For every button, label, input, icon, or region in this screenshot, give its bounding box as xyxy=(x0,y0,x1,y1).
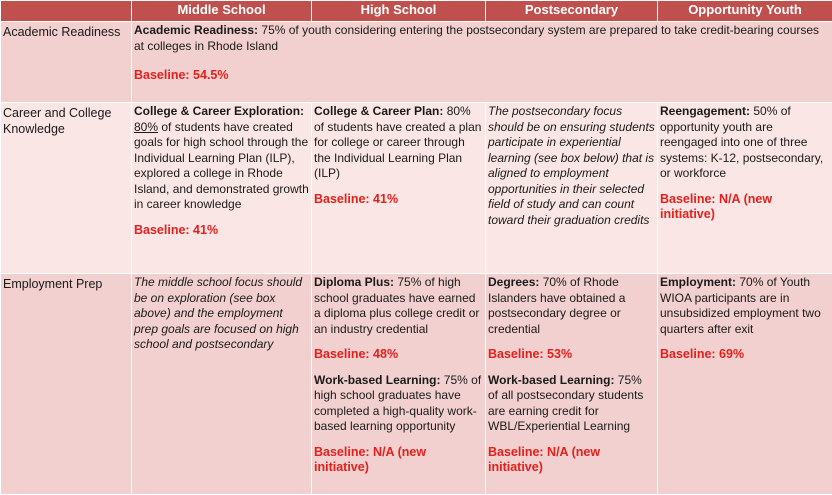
header-postsecondary: Postsecondary xyxy=(486,1,658,22)
employment-youth-cell xyxy=(658,274,832,495)
employment-post-title2: Work-based Learning: xyxy=(488,372,615,387)
employment-youth-baseline: Baseline: 69% xyxy=(660,347,745,361)
career-youth-text: 50% of opportunity youth are reengaged into one of three systems: K-12, postsecondary, or workforce xyxy=(660,104,824,180)
employment-post-text2: 75% of all postsecondary students are earning credit for WBL/Experiential Learning xyxy=(488,372,644,433)
employment-high-text2: 75% of high school graduates have completed a high-quality work-based learning opportunity xyxy=(314,372,482,433)
row-label-academic: Academic Readiness xyxy=(1,22,132,103)
career-high-title: College & Career Plan: xyxy=(314,104,444,118)
spacer xyxy=(488,363,655,373)
employment-post-baseline2: Baseline: N/A (new initiative) xyxy=(488,444,601,474)
employment-high-text1: 75% of high school graduates have earned a diploma plus college credit or an industry credential xyxy=(314,275,480,336)
career-post-cell xyxy=(486,103,658,274)
header-row xyxy=(1,1,832,22)
employment-post-title1: Degrees: xyxy=(488,275,540,289)
row-label-career: Career and College Knowledge xyxy=(1,103,132,274)
employment-post-cell xyxy=(486,274,658,495)
career-middle-text: of students have created goals for high school through the Individual Learning Plan (ILP), explored a college in Rhode Island, and demonstrated growth in career knowledge xyxy=(134,119,309,211)
row-employment-prep xyxy=(1,274,832,495)
employment-post-baseline1: Baseline: 53% xyxy=(488,347,573,361)
career-high-cell xyxy=(312,103,486,274)
career-high-text: 80% of students have created a plan for college or career through the Individual Learning Plan (ILP) xyxy=(314,104,482,180)
header-corner xyxy=(1,1,132,22)
career-youth-cell xyxy=(658,103,832,274)
employment-middle-text: The middle school focus should be on exploration (see box above) and the employment prep goals are focused on high school and postsecondary xyxy=(134,275,303,351)
employment-high-title2: Work-based Learning: xyxy=(314,372,441,387)
academic-readiness-cell xyxy=(132,22,832,103)
career-youth-baseline: Baseline: N/A (new initiative) xyxy=(660,191,773,221)
header-high-school: High School xyxy=(312,1,486,22)
academic-text: 75% of youth considering entering the postsecondary system are prepared to take credit-bearing courses at colleges in Rhode Island xyxy=(134,23,820,53)
career-middle-baseline: Baseline: 41% xyxy=(134,222,219,237)
career-middle-cell xyxy=(132,103,312,274)
row-academic-readiness xyxy=(1,22,832,103)
employment-high-cell xyxy=(312,274,486,495)
employment-youth-text: 70% of Youth WIOA participants are in unsubsidized employment two quarters after exit xyxy=(660,275,821,336)
career-post-text: The postsecondary focus should be on ensuring students participate in experiential learning (see box below) that is aligned to employment opportunities in their selected field of study and can count toward their graduation credits xyxy=(488,104,655,227)
employment-high-baseline1: Baseline: 48% xyxy=(314,347,399,361)
header-middle-school: Middle School xyxy=(132,1,312,22)
academic-baseline: Baseline: 54.5% xyxy=(134,68,229,82)
row-career-college xyxy=(1,103,832,274)
employment-post-text1: 70% of Rhode Islanders have obtained a postsecondary degree or credential xyxy=(488,275,626,336)
career-middle-underlined: 80% xyxy=(134,119,159,134)
career-youth-title: Reengagement: xyxy=(660,104,751,118)
employment-middle-cell xyxy=(132,274,312,495)
row-label-employment: Employment Prep xyxy=(1,274,132,495)
employment-high-title1: Diploma Plus: xyxy=(314,275,395,289)
career-high-baseline: Baseline: 41% xyxy=(314,191,399,206)
career-middle-title: College & Career Exploration: xyxy=(134,104,305,118)
spacer xyxy=(314,363,483,373)
employment-youth-title: Employment: xyxy=(660,275,737,289)
academic-title: Academic Readiness: xyxy=(134,23,259,37)
employment-high-baseline2: Baseline: N/A (new initiative) xyxy=(314,444,427,474)
header-opportunity-youth: Opportunity Youth xyxy=(658,1,832,22)
